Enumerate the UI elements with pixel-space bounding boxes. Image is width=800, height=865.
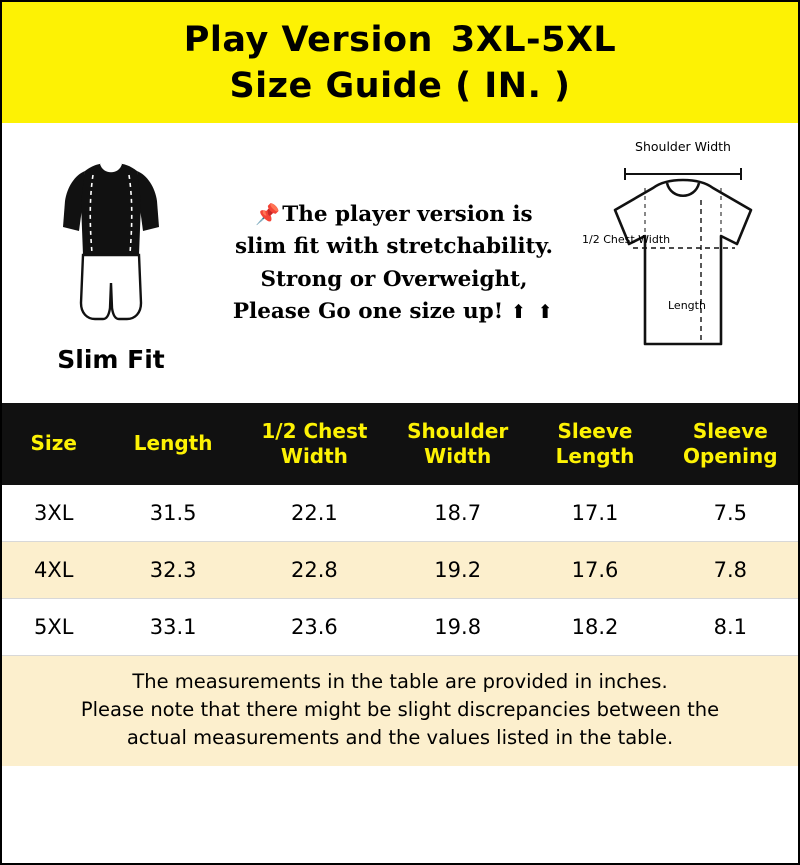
tshirt-diagram-icon (575, 148, 791, 398)
column-header-sleeve-length: Sleeve Length (527, 403, 662, 485)
cell-chest: 23.6 (241, 598, 388, 655)
table-header-row (2, 403, 798, 485)
footer-line-3: actual measurements and the values listed in the table. (126, 726, 674, 750)
fit-note-line-1-wrap (233, 199, 555, 231)
header-version-label: Play Version (183, 20, 433, 60)
column-header-chest-width: 1/2 Chest Width (241, 403, 388, 485)
measurement-diagram-block (568, 131, 798, 397)
fit-note-line-2: slim fit with stretchability. (234, 234, 554, 260)
slim-fit-figure-block (2, 131, 220, 397)
footer-disclaimer (2, 656, 798, 767)
table-row (2, 485, 798, 542)
cell-sleeve-opening: 7.8 (663, 541, 798, 598)
slim-fit-label: Slim Fit (57, 344, 165, 374)
cell-sleeve-length: 18.2 (527, 598, 662, 655)
header-title-line-2: Size Guide ( IN. ) (229, 66, 571, 107)
cell-sleeve-length: 17.6 (527, 541, 662, 598)
cell-shoulder: 18.7 (388, 485, 527, 542)
column-header-length: Length (105, 403, 240, 485)
footer-line-2: Please note that there might be slight discrepancies between the (80, 697, 720, 721)
cell-size: 4XL (2, 541, 105, 598)
size-table (2, 403, 798, 656)
fit-note-block (220, 131, 568, 397)
fit-note-line-1: The player version is (282, 202, 533, 227)
cell-sleeve-opening: 7.5 (663, 485, 798, 542)
arrow-up-icon: ⬆ ⬆ (510, 300, 556, 323)
diagram-shoulder-width-caption: Shoulder Width (635, 138, 731, 154)
info-band (2, 123, 798, 403)
table-row (2, 541, 798, 598)
header-title-line-1 (12, 20, 788, 60)
footer-line-1: The measurements in the table are provided in inches. (132, 669, 668, 693)
fit-note-line-4-wrap (233, 296, 555, 328)
cell-size: 5XL (2, 598, 105, 655)
cell-chest: 22.8 (241, 541, 388, 598)
cell-sleeve-length: 17.1 (527, 485, 662, 542)
pushpin-icon: 📌 (255, 202, 281, 226)
cell-shoulder: 19.8 (388, 598, 527, 655)
fit-note-line-3: Strong or Overweight, (260, 266, 528, 292)
cell-length: 32.3 (105, 541, 240, 598)
cell-sleeve-opening: 8.1 (663, 598, 798, 655)
table-row (2, 598, 798, 655)
cell-length: 31.5 (105, 485, 240, 542)
cell-shoulder: 19.2 (388, 541, 527, 598)
diagram-chest-width-label: 1/2 Chest Width (582, 232, 671, 246)
cell-size: 3XL (2, 485, 105, 542)
column-header-shoulder-width: Shoulder Width (388, 403, 527, 485)
page-header (2, 2, 798, 123)
column-header-sleeve-opening: Sleeve Opening (663, 403, 798, 485)
diagram-length-label: Length (668, 298, 706, 312)
fit-note-line-4: Please Go one size up! (232, 298, 504, 324)
fit-note-text (233, 199, 555, 328)
slim-fit-body-icon (45, 143, 177, 333)
column-header-size: Size (2, 403, 105, 485)
header-size-range: 3XL-5XL (450, 20, 617, 60)
cell-length: 33.1 (105, 598, 240, 655)
cell-chest: 22.1 (241, 485, 388, 542)
